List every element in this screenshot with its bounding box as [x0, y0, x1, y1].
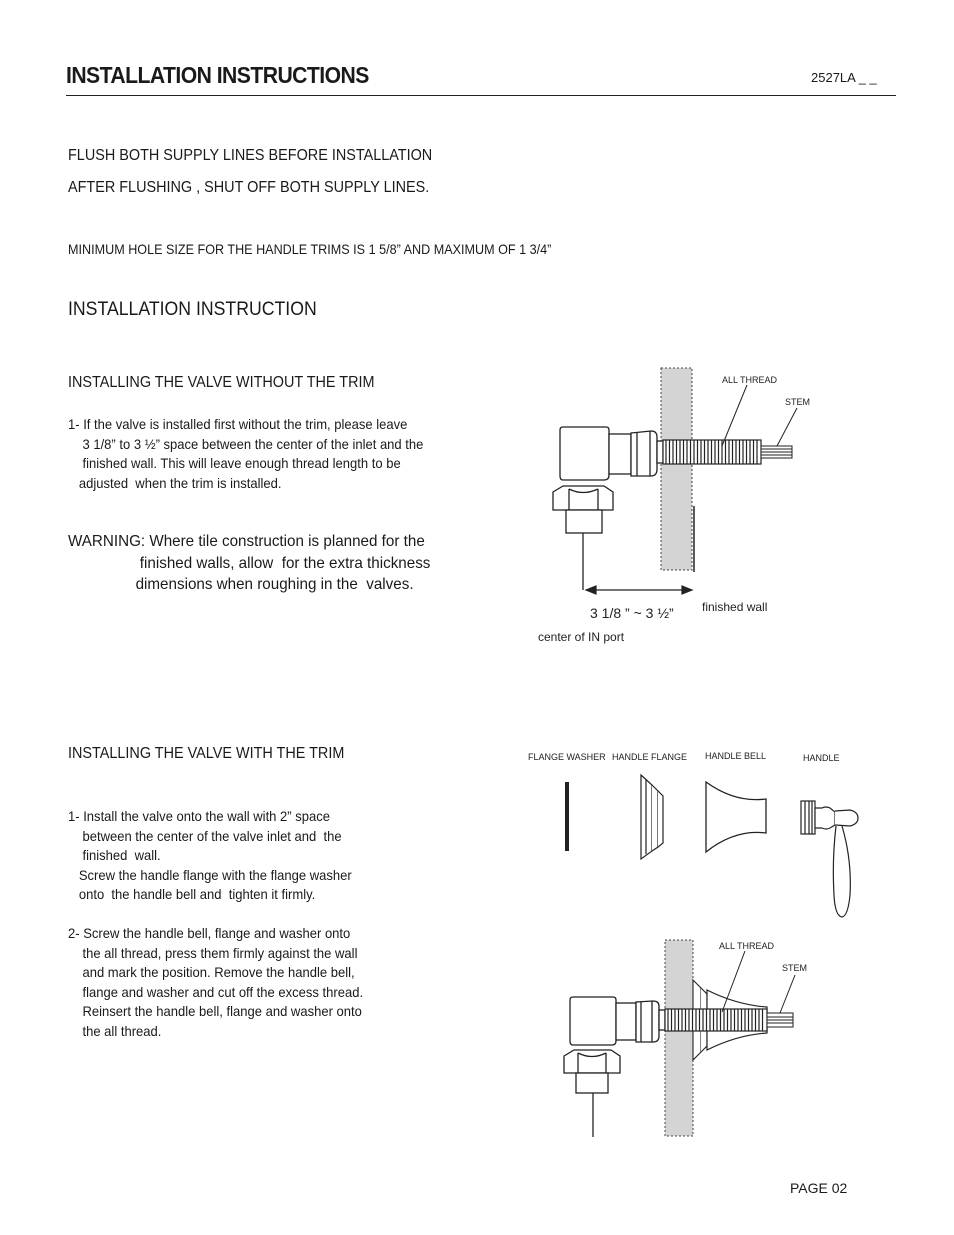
- label-stem: STEM: [785, 397, 811, 407]
- label-flange-washer: FLANGE WASHER: [528, 752, 606, 762]
- label-finished-wall: finished wall: [702, 600, 768, 614]
- all-thread-2: [665, 1009, 767, 1031]
- model-number: 2527LA _ _: [811, 70, 877, 85]
- with-trim-heading: INSTALLING THE VALVE WITH THE TRIM: [68, 745, 345, 762]
- label-dimension: 3 1/8 ” ~ 3 ½”: [590, 605, 674, 621]
- label-all-thread: ALL THREAD: [722, 375, 778, 385]
- without-trim-heading: INSTALLING THE VALVE WITHOUT THE TRIM: [68, 374, 375, 391]
- handle-bell-part: [706, 782, 766, 852]
- shutoff-note: AFTER FLUSHING , SHUT OFF BOTH SUPPLY LINES.: [68, 179, 430, 196]
- with-trim-step-2: 2- Screw the handle bell, flange and washer onto the all thread, press them firmly against the wall and mark the position. Remove the handle bell, flange and washer and cut off the excess thread. Reinsert the handle bell, flange and washer onto the all thread.: [68, 925, 364, 1039]
- page-number: PAGE 02: [790, 1180, 848, 1196]
- label-stem-2: STEM: [782, 963, 808, 973]
- hole-size-note: MINIMUM HOLE SIZE FOR THE HANDLE TRIMS IS 1 5/8” AND MAXIMUM OF 1 3/4”: [68, 241, 552, 257]
- section-title: INSTALLATION INSTRUCTION: [68, 299, 317, 320]
- flange-washer-part: [565, 782, 569, 851]
- label-handle-bell: HANDLE BELL: [705, 751, 767, 761]
- label-all-thread-2: ALL THREAD: [719, 941, 775, 951]
- label-handle-flange: HANDLE FLANGE: [612, 752, 688, 762]
- page-title: INSTALLATION INSTRUCTIONS: [66, 62, 369, 88]
- valve-body-2: [570, 997, 665, 1045]
- warning-note: WARNING: Where tile construction is planned for the finished walls, allow for the extra thickness dimensions when roughing in the valves.: [68, 533, 431, 593]
- without-trim-step-1: 1- If the valve is installed first without the trim, please leave 3 1/8” to 3 ½” space between the center of the inlet and the finished wall. This will leave enough thread length to be adjusted when the trim is installed.: [68, 416, 424, 491]
- handle-flange-part: [641, 775, 663, 859]
- flush-note: FLUSH BOTH SUPPLY LINES BEFORE INSTALLATION: [68, 147, 433, 164]
- wall-section-2: [665, 940, 693, 1136]
- handle-part: [801, 801, 858, 917]
- label-handle: HANDLE: [803, 753, 840, 763]
- stem-2: [767, 1013, 793, 1027]
- inlet-nut-2: [564, 1050, 620, 1137]
- with-trim-step-1: 1- Install the valve onto the wall with 2” space between the center of the valve inlet and the finished wall. Screw the handle flange with the flange washer onto the handle bell and tighten it firmly.: [68, 808, 352, 903]
- label-center-in-port: center of IN port: [538, 630, 625, 644]
